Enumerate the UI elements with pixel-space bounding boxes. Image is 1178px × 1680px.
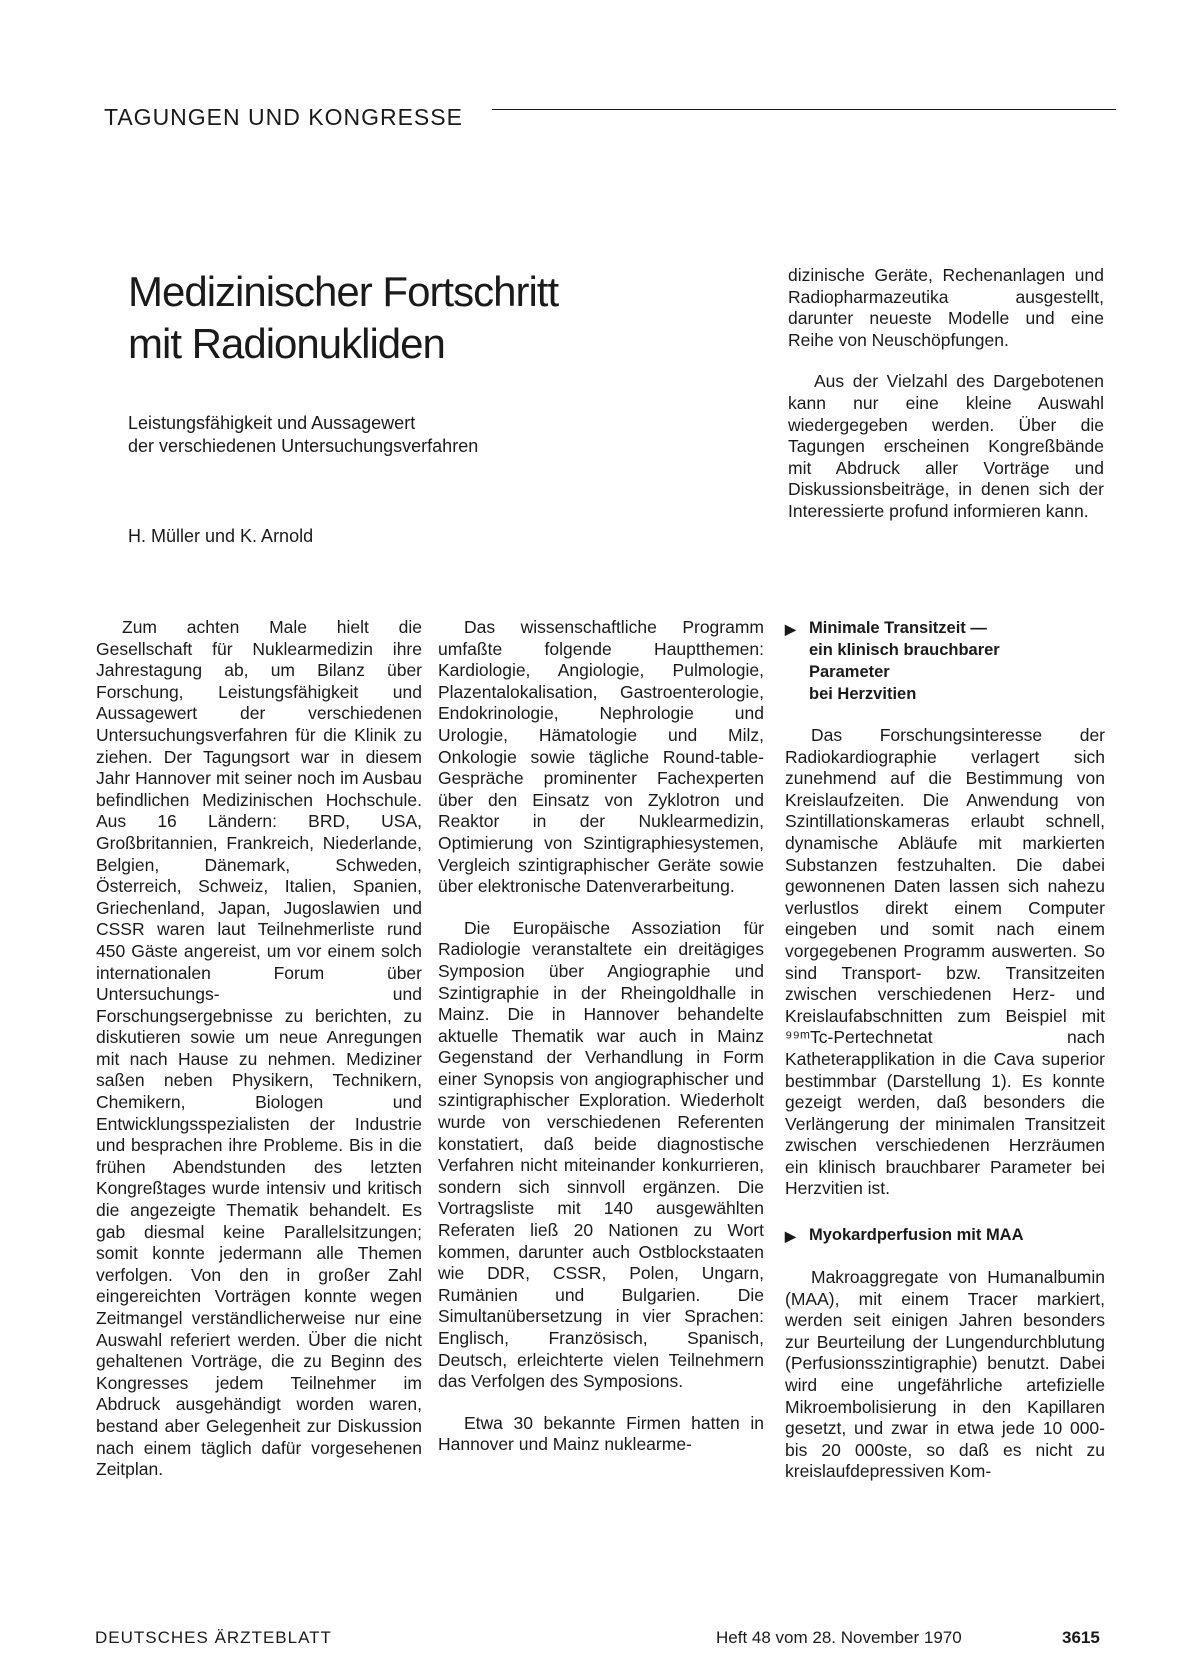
subtitle-line-2: der verschiedenen Untersuchungsverfahren <box>128 436 479 456</box>
header-rule <box>492 109 1116 110</box>
body-paragraph: Die Europäische Assoziation für Radiologie veranstaltete ein dreitägiges Symposion über Angiographie und Szintigraphie in der Rheingoldhalle in Mainz. Die in Hannover behandelte aktuelle Thematik war auch in Mainz Gegenstand der Verhandlung in Form einer Synopsis von angiographischer und szintigraphischer Exploration. Wiederholt wurde von verschiedenen Referenten konstatiert, daß beide diagnostische Verfahren nicht miteinander konkurrieren, sondern sich sinnvoll ergänzen. Die Vortragsliste mit 140 ausgewählten Referaten ließ 20 Nationen zu Wort kommen, darunter auch Ostblockstaaten wie DDR, CSSR, Polen, Ungarn, Rumänien und Bulgarien. Die Simultanübersetzung in vier Sprachen: Englisch, Französisch, Spanisch, Deutsch, erleichterte vielen Teilnehmern das Verfolgen des Symposions. <box>438 917 764 1392</box>
body-column-2 <box>438 617 764 1456</box>
body-paragraph: Makroaggregate von Humanalbumin (MAA), mit einem Tracer markiert, werden seit einigen Jahren besonders zur Beurteilung der Lungendurchblutung (Perfusionsszintigraphie) benutzt. Dabei wird eine ungefährliche artefizielle Mikroembolisierung in den Kapillaren gesetzt, und zwar in etwa jede 10 000- bis 20 000ste, so daß es nicht zu kreislaufdepressiven Kom- <box>785 1267 1105 1482</box>
title-line-1: Medizinischer Fortschritt <box>128 268 559 315</box>
subheading-text: Myokardperfusion mit MAA <box>809 1226 1024 1245</box>
subheading-transitzeit <box>785 617 1105 705</box>
footer-journal: DEUTSCHES ÄRZTEBLATT <box>95 1628 332 1647</box>
body-paragraph: Das wissenschaftliche Programm umfaßte folgende Hauptthemen: Kardiologie, Angiologie, Pulmologie, Plazentalokalisation, Gastroenterologie, Endokrinologie, Nephrologie und Urologie, Hämatologie und Milz, Onkologie sowie tägliche Round-table-Gespräche prominenter Fachexperten über den Einsatz von Zyklotron und Reaktor in der Nuklearmedizin, Optimierung von Szintigraphiesystemen, Vergleich szintigraphischer Geräte sowie über elektronische Datenverarbeitung. <box>438 617 764 897</box>
body-paragraph: Etwa 30 bekannte Firmen hatten in Hannover und Mainz nuklearme- <box>438 1412 764 1455</box>
body-paragraph: Das Forschungsinteresse der Radiokardiographie verlagert sich zunehmend auf die Bestimmung von Kreislaufzeiten. Die Anwendung von Szintillationskameras erlaubt schnell, dynamische Abläufe mit markierten Substanzen festzuhalten. Die dabei gewonnenen Daten lassen sich nahezu verlustlos direkt einem Computer eingeben und somit nach einem vorgegebenen Programm auswerten. So sind Transport- bzw. Transitzeiten zwischen verschiedenen Herz- und Kreislaufabschnitten zum Beispiel mit ⁹⁹ᵐTc-Pertechnetat nach Katheterapplikation in die Cava superior bestimmbar (Darstellung 1). Es konnte gezeigt werden, daß besonders die Verlängerung der minimalen Transitzeit zwischen verschiedenen Herzräumen ein klinisch brauchbarer Parameter bei Herzvitien ist. <box>785 725 1105 1199</box>
subheading-text: Minimale Transitzeit — ein klinisch brauchbarer Parameter bei Herzvitien <box>809 619 1000 703</box>
footer-page-number: 3615 <box>1062 1628 1100 1647</box>
article-subtitle <box>128 412 478 458</box>
body-column-3 <box>785 617 1105 1483</box>
intro-paragraph: dizinische Geräte, Rechenanlagen und Radiopharmazeutika ausgestellt, darunter neueste Modelle und eine Reihe von Neuschöpfungen. <box>788 265 1104 350</box>
intro-paragraph: Aus der Vielzahl des Dargebotenen kann nur eine kleine Auswahl wiedergegeben werden. Über die Tagungen erscheinen Kongreßbände mit Abdruck aller Vorträge und Diskussionsbeiträge, in denen sich der Interessierte profund informieren kann. <box>788 371 1104 521</box>
triangle-bullet-icon: ▶ <box>785 621 796 637</box>
body-column-1 <box>96 617 422 1481</box>
article-authors: H. Müller und K. Arnold <box>128 526 314 546</box>
intro-column-top-right <box>788 265 1104 523</box>
footer-issue: Heft 48 vom 28. November 1970 <box>716 1628 962 1647</box>
triangle-bullet-icon: ▶ <box>785 1228 796 1245</box>
subtitle-line-1: Leistungsfähigkeit und Aussagewert <box>128 413 416 433</box>
section-label: TAGUNGEN UND KONGRESSE <box>104 104 463 130</box>
body-paragraph: Zum achten Male hielt die Gesellschaft für Nuklearmedizin ihre Jahrestagung ab, um Bilanz über Forschung, Leistungsfähigkeit und Aussagewert der verschiedenen Untersuchungsverfahren für die Klinik zu ziehen. Der Tagungsort war in diesem Jahr Hannover mit seiner noch im Ausbau befindlichen Medizinischen Hochschule. Aus 16 Ländern: BRD, USA, Großbritannien, Frankreich, Niederlande, Belgien, Dänemark, Schweden, Österreich, Schweiz, Italien, Spanien, Griechenland, Japan, Jugoslawien und CSSR waren laut Teilnehmerliste rund 450 Gäste angereist, um vor einem solch internationalen Forum über Untersuchungs- und Forschungsergebnisse zu berichten, zu diskutieren sowie um neue Anregungen mit nach Hause zu nehmen. Mediziner saßen neben Physikern, Technikern, Chemikern, Biologen und Entwicklungsspezialisten der Industrie und besprachen ihre Probleme. Bis in die frühen Abendstunden des letzten Kongreßtages wurde intensiv und kritisch die angezeigte Thematik behandelt. Es gab diesmal keine Parallelsitzungen; somit konnte jedermann alle Themen verfolgen. Von den in großer Zahl eingereichten Vorträgen konnte wegen Zeitmangel verständlicherweise nur eine Auswahl referiert werden. Über die nicht gehaltenen Vorträge, die zu Beginn des Kongresses jedem Teilnehmer im Abdruck ausgehändigt worden waren, bestand aber Gelegenheit zur Diskussion nach einem täglich dafür vorgesehenen Zeitplan. <box>96 617 422 1480</box>
subheading-myokardperfusion <box>785 1224 1105 1247</box>
article-title <box>128 266 558 370</box>
title-line-2: mit Radionukliden <box>128 320 445 367</box>
